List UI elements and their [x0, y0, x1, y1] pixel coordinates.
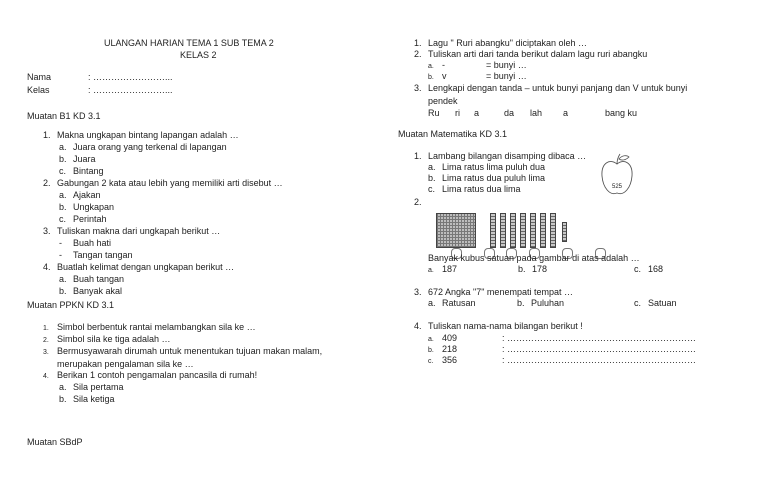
- b1-q1-option-b[interactable]: b. Juara: [59, 154, 96, 164]
- bi-q1: 1. Lagu " Ruri abangku" diciptakan oleh …: [414, 38, 587, 48]
- ten-rod: [510, 213, 516, 248]
- mat-q4-item-a[interactable]: a. 409 : ………………………………………………………: [428, 333, 697, 343]
- syllable: Ru: [428, 108, 440, 118]
- b1-q2-option-c[interactable]: c. Perintah: [59, 214, 107, 224]
- doc-title: ULANGAN HARIAN TEMA 1 SUB TEMA 2: [104, 38, 274, 48]
- ten-rod: [500, 213, 506, 248]
- base-ten-blocks: [428, 208, 633, 256]
- b1-q2: 2. Gabungan 2 kata atau lebih yang memiliki arti disebut …: [43, 178, 283, 188]
- ppkn-q3-continued: merupakan pengalaman sila ke …: [57, 359, 194, 369]
- ppkn-q4-option-a: a. Sila pertama: [59, 382, 124, 392]
- b1-q2-option-a[interactable]: a. Ajakan: [59, 190, 101, 200]
- b1-q4-option-a: a. Buah tangan: [59, 274, 125, 284]
- kelas-field[interactable]: : ……………………...: [88, 85, 173, 95]
- b1-q3: 3. Tuliskan makna dari ungkapah berikut …: [43, 226, 221, 236]
- mat-q2-text: Banyak kubus satuan pada gambar di atas adalah …: [428, 253, 640, 263]
- ppkn-q4: 4. Berikan 1 contoh pengamalan pancasila di rumah!: [43, 370, 258, 380]
- b1-q3-item-1: - Buah hati: [59, 238, 112, 248]
- b1-q1: 1. Makna ungkapan bintang lapangan adalah …: [43, 130, 239, 140]
- syllable: bang ku: [605, 108, 638, 118]
- mat-q1-option-a[interactable]: a. Lima ratus lima puluh dua: [428, 162, 546, 172]
- nama-label: Nama: [27, 72, 52, 82]
- mat-q3-choice-a[interactable]: a. Ratusan: [428, 298, 476, 308]
- ppkn-q3: 3. Bermusyawarah dirumah untuk menentukan tujuan makan malam,: [43, 346, 323, 356]
- section-matematika-title: Muatan Matematika KD 3.1: [398, 129, 508, 139]
- mat-q1-option-c[interactable]: c. Lima ratus dua lima: [428, 184, 521, 194]
- mat-q4-item-c[interactable]: c. 356 : ………………………………………………………: [428, 355, 697, 365]
- bi-q2-item-a: a. - = bunyi …: [428, 60, 527, 70]
- mat-q4-item-b[interactable]: b. 218 : ………………………………………………………: [428, 344, 697, 354]
- ten-rod: [520, 213, 526, 248]
- b1-q4-option-b: b. Banyak akal: [59, 286, 123, 296]
- section-b1-title: Muatan B1 KD 3.1: [27, 111, 101, 121]
- b1-q4: 4. Buatlah kelimat dengan ungkapan berikut …: [43, 262, 235, 272]
- syllable: a: [563, 108, 569, 118]
- bi-q3: 3. Lengkapi dengan tanda – untuk bunyi panjang dan V untuk bunyi: [414, 83, 688, 93]
- bi-q3-continued: pendek: [428, 96, 458, 106]
- ten-rod: [562, 222, 567, 242]
- ppkn-q4-option-b: b. Sila ketiga: [59, 394, 115, 404]
- hundred-block: [436, 213, 476, 248]
- doc-subtitle: KELAS 2: [180, 50, 217, 60]
- syllable: a: [474, 108, 480, 118]
- section-sbdp-title: Muatan SBdP: [27, 437, 83, 447]
- ppkn-q2: 2. Simbol sila ke tiga adalah …: [43, 334, 171, 344]
- mat-q3-choice-c[interactable]: c. Satuan: [634, 298, 677, 308]
- b1-q3-item-2: - Tangan tangan: [59, 250, 133, 260]
- apple-number: 525: [612, 184, 623, 190]
- mat-q4-text: 4. Tuliskan nama-nama bilangan berikut !: [414, 321, 583, 331]
- ten-rod: [530, 213, 536, 248]
- b1-q1-option-c[interactable]: c. Bintang: [59, 166, 104, 176]
- mat-q2-choice-c[interactable]: c. 168: [634, 264, 664, 274]
- mat-q3-choice-b[interactable]: b. Puluhan: [517, 298, 565, 308]
- mat-q2-choice-b[interactable]: b. 178: [518, 264, 548, 274]
- nama-field[interactable]: : ……………………...: [88, 72, 173, 82]
- mat-q2-number: 2.: [414, 197, 422, 207]
- b1-q2-option-b[interactable]: b. Ungkapan: [59, 202, 115, 212]
- b1-q1-option-a[interactable]: a. Juara orang yang terkenal di lapangan: [59, 142, 227, 152]
- syllable: da: [504, 108, 515, 118]
- syllable: lah: [530, 108, 543, 118]
- apple-illustration: [600, 152, 634, 198]
- ppkn-q1: 1. Simbol berbentuk rantai melambangkan sila ke …: [43, 322, 256, 332]
- mat-q3-text: 3. 672 Angka "7" menempati tempat …: [414, 287, 573, 297]
- ten-rod: [540, 213, 546, 248]
- bi-q2: 2. Tuliskan arti dari tanda berikut dalam lagu ruri abangku: [414, 49, 648, 59]
- bi-q2-item-b: b. v = bunyi …: [428, 71, 527, 81]
- ten-rod: [490, 213, 496, 248]
- kelas-label: Kelas: [27, 85, 50, 95]
- section-ppkn-title: Muatan PPKN KD 3.1: [27, 300, 115, 310]
- syllable: ri: [455, 108, 460, 118]
- mat-q2-choice-a[interactable]: a. 187: [428, 264, 458, 274]
- mat-q1-text: 1. Lambang bilangan disamping dibaca …: [414, 151, 587, 161]
- ten-rod: [550, 213, 556, 248]
- mat-q1-option-b[interactable]: b. Lima ratus dua puluh lima: [428, 173, 546, 183]
